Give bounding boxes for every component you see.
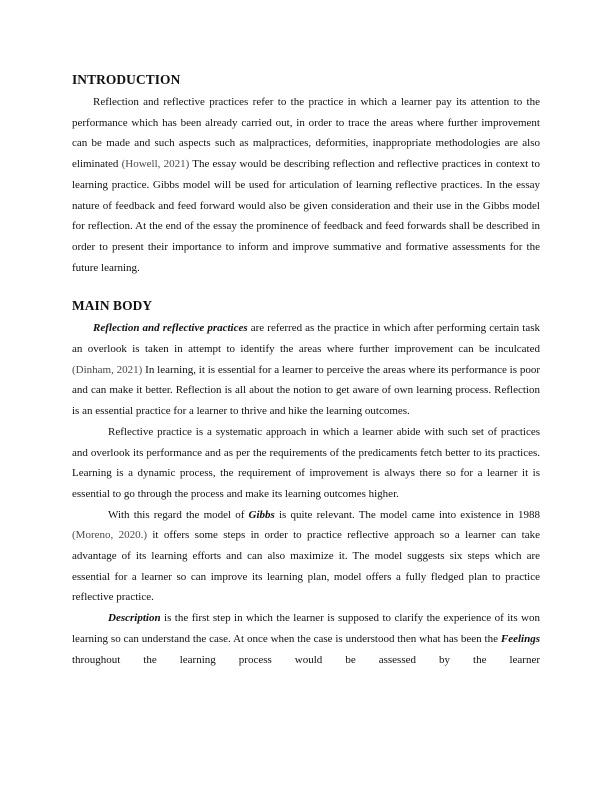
main-p1-text-a: are referred as the practice in which after performing certain task an overlook is taken in attempt to identify the areas where further improvement can be inculcated	[72, 322, 540, 356]
main-p4-text-a: is the first step in which the learner is supposed to clarify the experience of its won learning so can understand the case. At once when the case is understood then what has been the	[72, 612, 540, 645]
main-paragraph-3	[72, 505, 540, 609]
citation-dinham: (Dinham, 2021)	[72, 363, 143, 376]
main-body-heading: MAIN BODY	[72, 298, 153, 314]
main-paragraph-1	[72, 318, 540, 422]
citation-howell: (Howell, 2021)	[121, 158, 190, 171]
term-feelings: Feelings	[500, 632, 540, 645]
term-reflective-practices: Reflection and reflective practices	[93, 322, 248, 335]
introduction-heading: INTRODUCTION	[72, 72, 181, 87]
intro-text-b: The essay would be describing reflection and reflective practices in context to learning practice. Gibbs model will be used for articulation of learning reflective practices. In the essay nature of feedback and feed forward would also be given consideration and their use in the Gibbs model for reflection. At the end of the essay the prominence of feedback and feed forwards shall be described in order to present their importance to inform and improve summative and formative assessments for the future learning.	[72, 158, 540, 274]
main-p1-text-b: In learning, it is essential for a learner to perceive the areas where its performance is poor and can make it better. Reflection is all about the notion to get aware of own learning process. Reflection is an essential practice for a learner to thrive and hike the learning outcomes.	[72, 363, 540, 418]
main-paragraph-4	[72, 608, 540, 670]
main-p3-text-c: it offers some steps in order to practice reflective approach so a learner can take advantage of its learning efforts and can also maximize it. The model suggests six steps which are essential for a learner so can improve its learning plan, model offers a fully fledged plan to practice reflective practice.	[72, 529, 540, 604]
intro-text-a: Reflection and reflective practices refer to the practice in which a learner pay its attention to the performance which has been already carried out, in order to trace the areas where further improvement can be made and such aspects such as malpractices, deformities, inappropriate methodologies are also eliminated	[72, 96, 540, 171]
citation-moreno: (Moreno, 2020.)	[72, 529, 148, 542]
term-description: Description	[108, 612, 161, 625]
main-p3-text-b: is quite relevant. The model came into existence in 1988	[274, 508, 540, 521]
term-gibbs: Gibbs	[248, 508, 275, 521]
main-p4-text-b: throughout the learning process would be assessed by the learner	[72, 653, 540, 666]
introduction-paragraph	[72, 92, 540, 278]
main-p3-text-a: With this regard the model of	[108, 508, 249, 521]
main-paragraph-2: Reflective practice is a systematic approach in which a learner abide with such set of practices and overlook its performance and as per the requirements of the predicaments fetch better to its practices. Learning is a dynamic process, the requirement of improvement is always there so for a learner it is essential to go through the process and make its learning outcomes higher.	[72, 425, 540, 500]
document-content	[72, 72, 540, 670]
